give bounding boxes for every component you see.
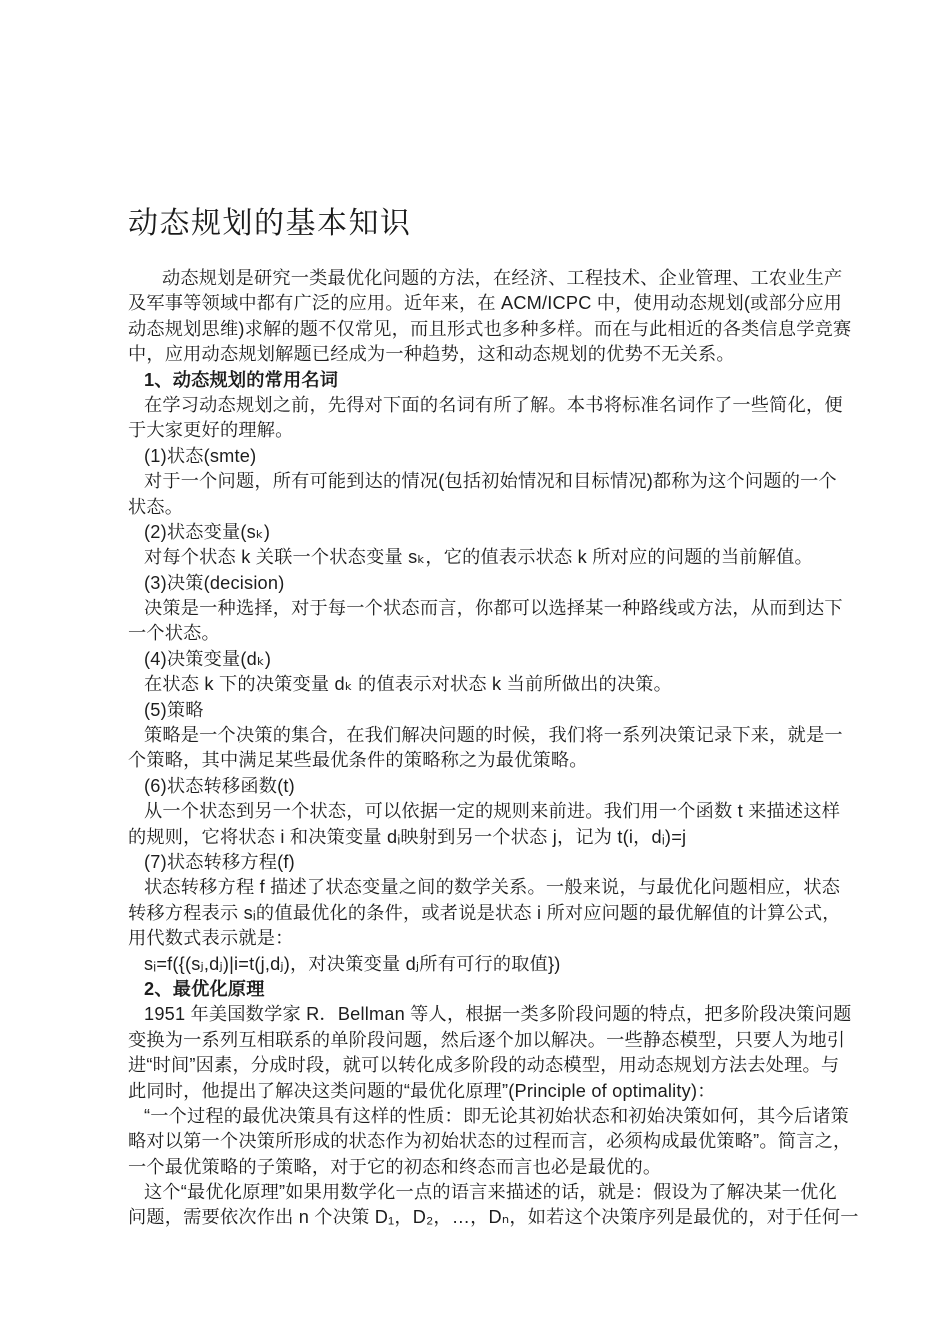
text-line: 中，应用动态规划解题已经成为一种趋势，这和动态规划的优势不无关系。: [128, 344, 735, 365]
text-line: 从一个状态到另一个状态，可以依据一定的规则来前进。我们用一个函数 t 来描述这样: [144, 801, 841, 822]
text-line: 变换为一系列互相联系的单阶段问题，然后逐个加以解决。一些静态模型，只要人为地引: [128, 1029, 846, 1050]
text-line: 决策是一种选择，对于每一个状态而言，你都可以选择某一种路线或方法，从而到达下: [144, 598, 843, 619]
text-line: 于大家更好的理解。: [128, 420, 294, 441]
text-line: 这个“最优化原理”如果用数学化一点的语言来描述的话，就是：假设为了解决某一优化: [144, 1182, 837, 1203]
text-line: (4)决策变量(dₖ): [144, 648, 272, 669]
text-line: (5)策略: [144, 699, 204, 720]
text-line: (2)状态变量(sₖ): [144, 521, 271, 542]
document-title: 动态规划的基本知识: [128, 207, 412, 240]
text-line: 的规则，它将状态 i 和决策变量 dᵢ映射到另一个状态 j，记为 t(i，dᵢ)=j: [128, 826, 687, 847]
text-line: (6)状态转移函数(t): [144, 775, 295, 796]
text-line: (1)状态(smte): [144, 445, 257, 466]
text-line: 状态转移方程 f 描述了状态变量之间的数学关系。一般来说，与最优化问题相应，状态: [144, 877, 841, 898]
text-line: 状态。: [128, 496, 184, 517]
text-line: 一个最优策略的子策略，对于它的初态和终态而言也必是最优的。: [128, 1156, 662, 1177]
text-line: 一个状态。: [128, 623, 220, 644]
text-line: 策略是一个决策的集合，在我们解决问题的时候，我们将一系列决策记录下来，就是一: [144, 725, 843, 746]
text-line: 1951 年美国数学家 R．Bellman 等人，根据一类多阶段问题的特点，把多阶段决策问题: [144, 1004, 852, 1025]
text-line: 动态规划思维)求解的题不仅常见，而且形式也多种多样。而在与此相近的各类信息学竞赛: [128, 318, 852, 339]
text-line: sᵢ=f({(sⱼ,dⱼ)|i=t(j,dⱼ)，对决策变量 dⱼ所有可行的取值}): [144, 953, 561, 974]
text-line: 对每个状态 k 关联一个状态变量 sₖ，它的值表示状态 k 所对应的问题的当前解值。: [144, 547, 813, 568]
text-line: 在学习动态规划之前，先得对下面的名词有所了解。本书将标准名词作了一些简化，便: [144, 394, 843, 415]
text-line: (3)决策(decision): [144, 572, 285, 593]
text-line: “一个过程的最优决策具有这样的性质：即无论其初始状态和初始决策如何，其今后诸策: [144, 1105, 849, 1126]
text-line: 转移方程表示 sᵢ的值最优化的条件，或者说是状态 i 所对应问题的最优解值的计算公式，: [128, 902, 841, 923]
text-line: 个策略，其中满足某些最优条件的策略称之为最优策略。: [128, 750, 588, 771]
text-line: 及军事等领域中都有广泛的应用。近年来，在 ACM/ICPC 中，使用动态规划(或部分应用: [128, 293, 843, 314]
document-body: [128, 266, 859, 1231]
text-line: 2、最优化原理: [144, 978, 265, 999]
text-line: 进“时间”因素，分成时段，就可以转化成多阶段的动态模型，用动态规划方法去处理。与: [128, 1055, 840, 1076]
text-line: 对于一个问题，所有可能到达的情况(包括初始情况和目标情况)都称为这个问题的一个: [144, 471, 837, 492]
text-line: (7)状态转移方程(f): [144, 851, 295, 872]
text-line: 在状态 k 下的决策变量 dₖ 的值表示对状态 k 当前所做出的决策。: [144, 674, 673, 695]
text-line: 此同时，他提出了解决这类问题的“最优化原理”(Principle of optimality)：: [128, 1080, 716, 1101]
text-line: 问题，需要依次作出 n 个决策 D₁，D₂，…，Dₙ，如若这个决策序列是最优的，对于任何一: [128, 1207, 859, 1228]
text-line: 用代数式表示就是：: [128, 928, 294, 949]
text-line: 略对以第一个决策所形成的状态作为初始状态的过程而言，必须构成最优策略”。简言之，: [128, 1131, 852, 1152]
text-line: 动态规划是研究一类最优化问题的方法，在经济、工程技术、企业管理、工农业生产: [162, 268, 843, 288]
text-line: 1、动态规划的常用名词: [144, 369, 339, 390]
